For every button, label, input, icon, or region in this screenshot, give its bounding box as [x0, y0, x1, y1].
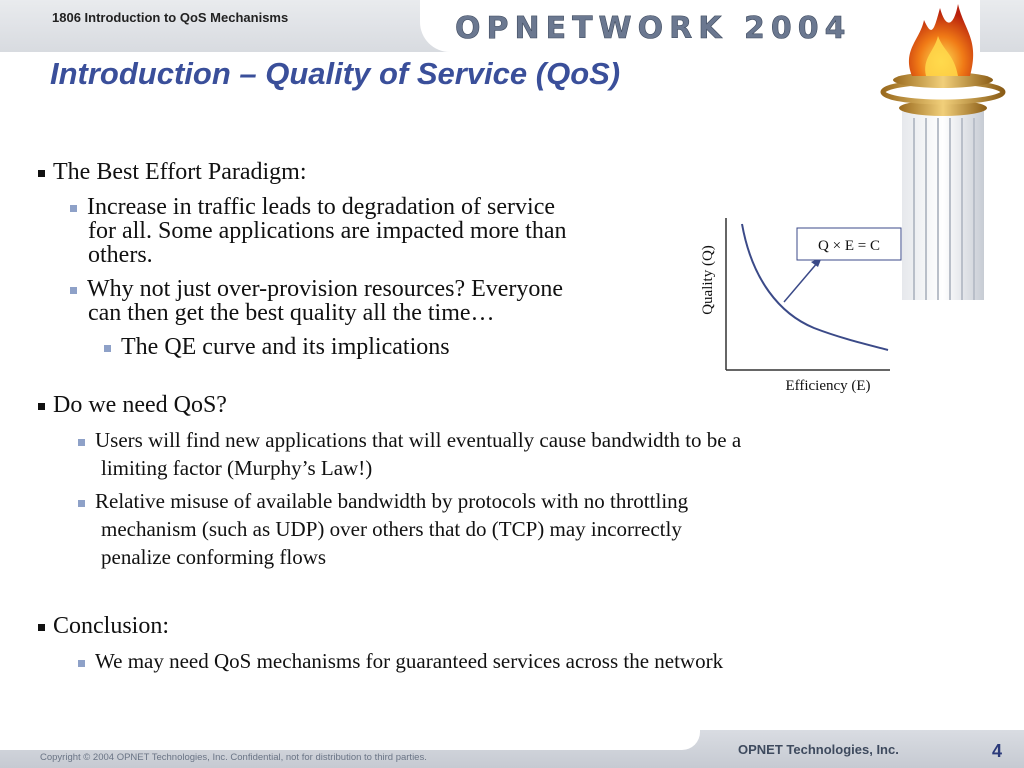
bullet-text: The QE curve and its implications — [121, 334, 450, 360]
bullet-text: Why not just over-provision resources? Everyone — [87, 276, 564, 302]
bullet-square-icon — [78, 500, 85, 507]
sub-bullet-traffic — [70, 195, 555, 219]
bullet-text: The Best Effort Paradigm: — [53, 159, 307, 185]
sub-bullet-murphy-line2: limiting factor (Murphy’s Law!) — [101, 456, 373, 480]
opnetwork-logo — [455, 6, 910, 46]
bullet-square-icon — [38, 403, 45, 410]
logo-text: OPNETWORK 2004 — [455, 11, 852, 46]
y-axis-label: Quality (Q) — [700, 245, 716, 315]
bullet-text: Increase in traffic leads to degradation of service — [87, 194, 555, 220]
copyright-text: Copyright © 2004 OPNET Technologies, Inc. Confidential, not for distribution to third parties. — [40, 752, 427, 763]
x-axis-label: Efficiency (E) — [785, 378, 871, 394]
bullet-conclusion — [38, 614, 169, 638]
sub-bullet-misuse-line2: mechanism (such as UDP) over others that do (TCP) may incorrectly — [101, 517, 682, 541]
bullet-square-icon — [104, 345, 111, 352]
session-label: 1806 Introduction to QoS Mechanisms — [52, 10, 289, 25]
bullet-square-icon — [78, 439, 85, 446]
sub-bullet-overprovision-line2: can then get the best quality all the time… — [88, 300, 495, 326]
slide-title: Introduction – Quality of Service (QoS) — [50, 56, 621, 91]
sub-bullet-misuse — [78, 487, 688, 515]
sub-bullet-murphy — [78, 426, 741, 454]
company-name: OPNET Technologies, Inc. — [738, 742, 899, 757]
bullet-square-icon — [78, 660, 85, 667]
bullet-text: Relative misuse of available bandwidth by protocols with no throttling — [95, 489, 689, 513]
bullet-text: Users will find new applications that will eventually cause bandwidth to be a — [95, 428, 742, 452]
qe-curve-diagram — [690, 210, 920, 395]
bullet-square-icon — [70, 205, 77, 212]
sub-bullet-overprovision — [70, 277, 563, 301]
annotation-label: Q × E = C — [818, 238, 880, 254]
bullet-text: We may need QoS mechanisms for guaranteed services across the network — [95, 649, 724, 673]
annotation-arrow — [784, 262, 818, 302]
bullet-square-icon — [38, 624, 45, 631]
bullet-square-icon — [38, 170, 45, 177]
footer-curve — [0, 730, 700, 750]
sub-bullet-guaranteed — [78, 647, 723, 675]
sub-sub-bullet-qe-curve — [104, 335, 450, 359]
sub-bullet-traffic-line2: for all. Some applications are impacted more than — [88, 218, 567, 244]
sub-bullet-misuse-line3: penalize conforming flows — [101, 545, 327, 569]
bullet-text: Do we need QoS? — [53, 392, 227, 418]
bullet-square-icon — [70, 287, 77, 294]
bullet-do-we-need-qos — [38, 393, 227, 417]
sub-bullet-traffic-line3: others. — [88, 242, 153, 268]
page-number: 4 — [992, 741, 1003, 761]
bullet-best-effort — [38, 160, 307, 184]
bullet-text: Conclusion: — [53, 613, 170, 639]
